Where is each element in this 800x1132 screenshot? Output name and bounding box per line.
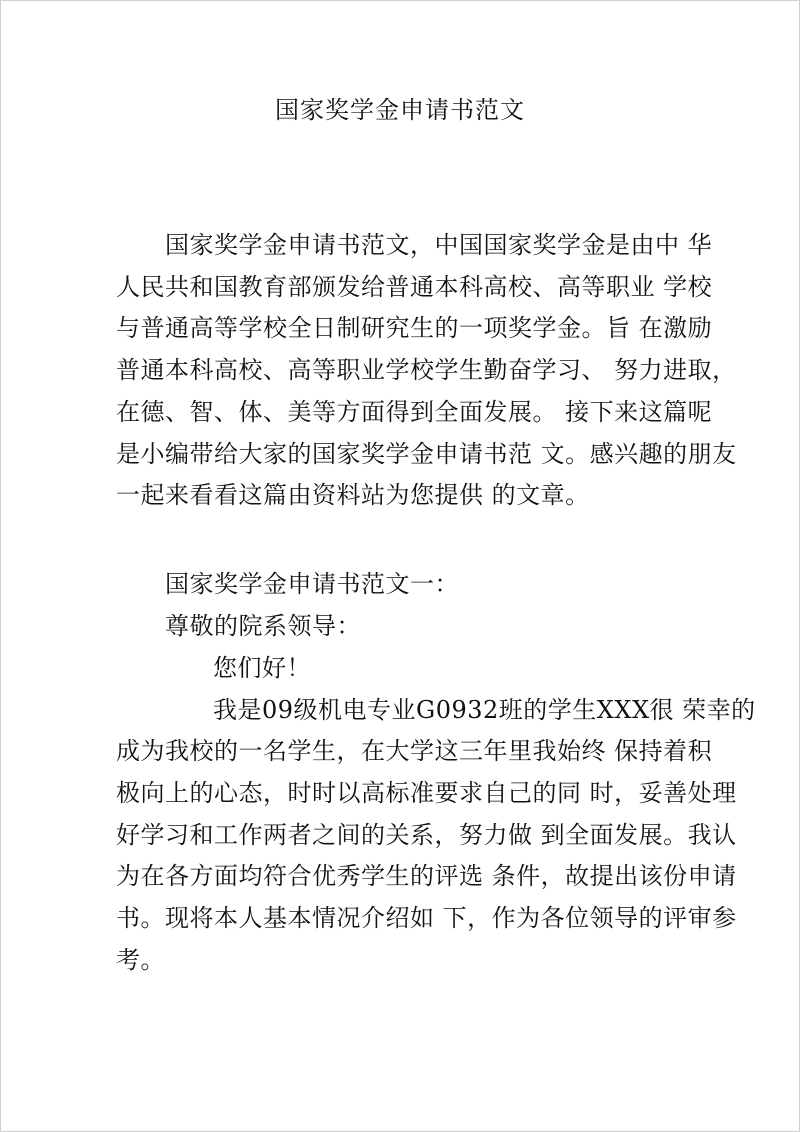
salutation: 尊敬的院系领导： <box>165 612 361 640</box>
body-line: 我是09级机电专业G0932班的学生XXX很 荣幸的 <box>213 696 756 724</box>
body-line: 考。 <box>116 946 165 974</box>
body-line: 成为我校的一名学生，在大学这三年里我始终 保持着积 <box>116 737 713 765</box>
intro-line: 是小编带给大家的国家奖学金申请书范 文。感兴趣的朋友 <box>116 440 737 468</box>
intro-line: 在德、智、体、美等方面得到全面发展。 接下来这篇呢 <box>116 398 713 426</box>
body-line: 极向上的心态，时时以高标准要求自己的同 时，妥善处理 <box>116 779 737 807</box>
intro-line: 人民共和国教育部颁发给普通本科高校、高等职业 学校 <box>116 273 713 301</box>
body-line: 为在各方面均符合优秀学生的评选 条件，故提出该份申请 <box>116 862 737 890</box>
intro-line: 普通本科高校、高等职业学校学生勤奋学习、 努力进取， <box>116 356 737 384</box>
body-line: 好学习和工作两者之间的关系，努力做 到全面发展。我认 <box>116 821 737 849</box>
body-line: 书。现将本人基本情况介绍如 下，作为各位领导的评审参 <box>116 904 737 932</box>
document-title: 国家奖学金申请书范文 <box>275 96 525 124</box>
intro-line: 一起来看看这篇由资料站为您提供 的文章。 <box>116 481 590 509</box>
section-heading: 国家奖学金申请书范文一： <box>165 570 459 598</box>
intro-line: 与普通高等学校全日制研究生的一项奖学金。旨 在激励 <box>116 314 713 342</box>
greeting: 您们好！ <box>213 654 311 682</box>
intro-line: 国家奖学金申请书范文，中国国家奖学金是由中 华 <box>165 231 713 259</box>
